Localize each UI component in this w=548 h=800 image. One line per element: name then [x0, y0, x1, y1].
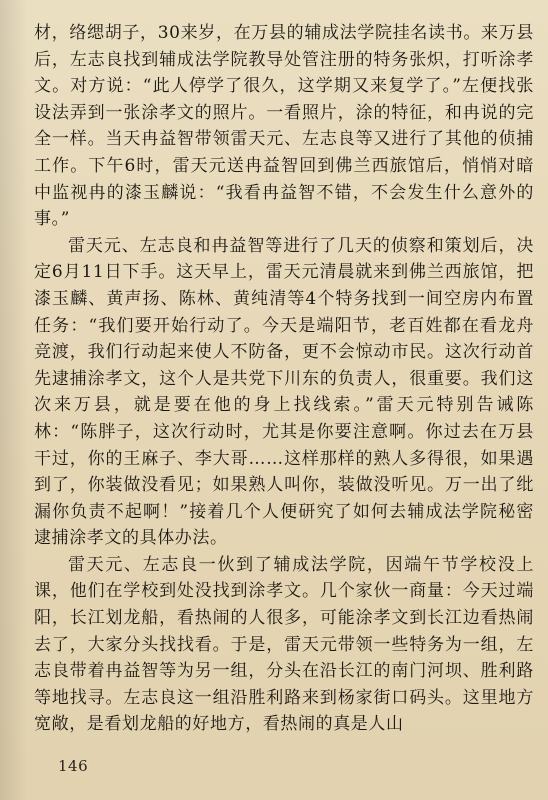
paragraph-search: 雷天元、左志良一伙到了辅成法学院，因端午节学校没上课，他们在学校到处没找到涂孝文。几个家伙一商量：今天过端阳，长江划龙船，看热闹的人很多，可能涂孝文到长江边看热闹去了，大家分头找找看。于是，雷天元带领一些特务为一组，左志良带着冉益智等为另一组，分头在沿长江的南门河坝、胜利路等地找寻。左志良这一组沿胜利路来到杨家街口码头。这里地方宽敞，是看划龙船的好地方，看热闹的真是人山 [34, 554, 534, 735]
paragraph-continued: 材，络缌胡子，30来岁，在万县的辅成法学院挂名读书。来万县后，左志良找到辅成法学院教导处管注册的特务张炽，打听涂孝文。对方说：“此人停学了很久，这学期又来复学了。”左便找张设法弄到一张涂孝文的照片。一看照片，涂的特征，和冉说的完全一样。当天冉益智带领雷天元、左志良等又进行了其他的侦捕工作。下午6时，雷天元送冉益智回到佛兰西旅馆后，悄悄对暗中监视冉的漆玉麟说：“我看冉益智不错，不会发生什么意外的事。” [34, 23, 534, 230]
paragraph-planning: 雷天元、左志良和冉益智等进行了几天的侦察和策划后，决定6月11日下手。这天早上，雷天元清晨就来到佛兰西旅馆，把漆玉麟、黄声扬、陈林、黄纯清等4个特务找到一间空房内布置任务：“我们要开始行动了。今天是端阳节，老百姓都在看龙舟竞渡，我们行动起来使人不防备，更不会惊动市民。这次行动首先逮捕涂孝文，这个人是共党下川东的负责人，很重要。我们这次来万县，就是要在他的身上找线索。”雷天元特别告诫陈林：“陈胖子，这次行动时，尤其是你要注意啊。你过去在万县干过，你的王麻子、李大哥……这样那样的熟人多得很，如果遇到了，你装做没看见；如果熟人叫你，装做没听见。万一出了纰漏你负责不起啊！”接着几个人便研究了如何去辅成法学院秘密逮捕涂孝文的具体办法。 [34, 235, 534, 549]
page-number: 146 [58, 757, 89, 775]
